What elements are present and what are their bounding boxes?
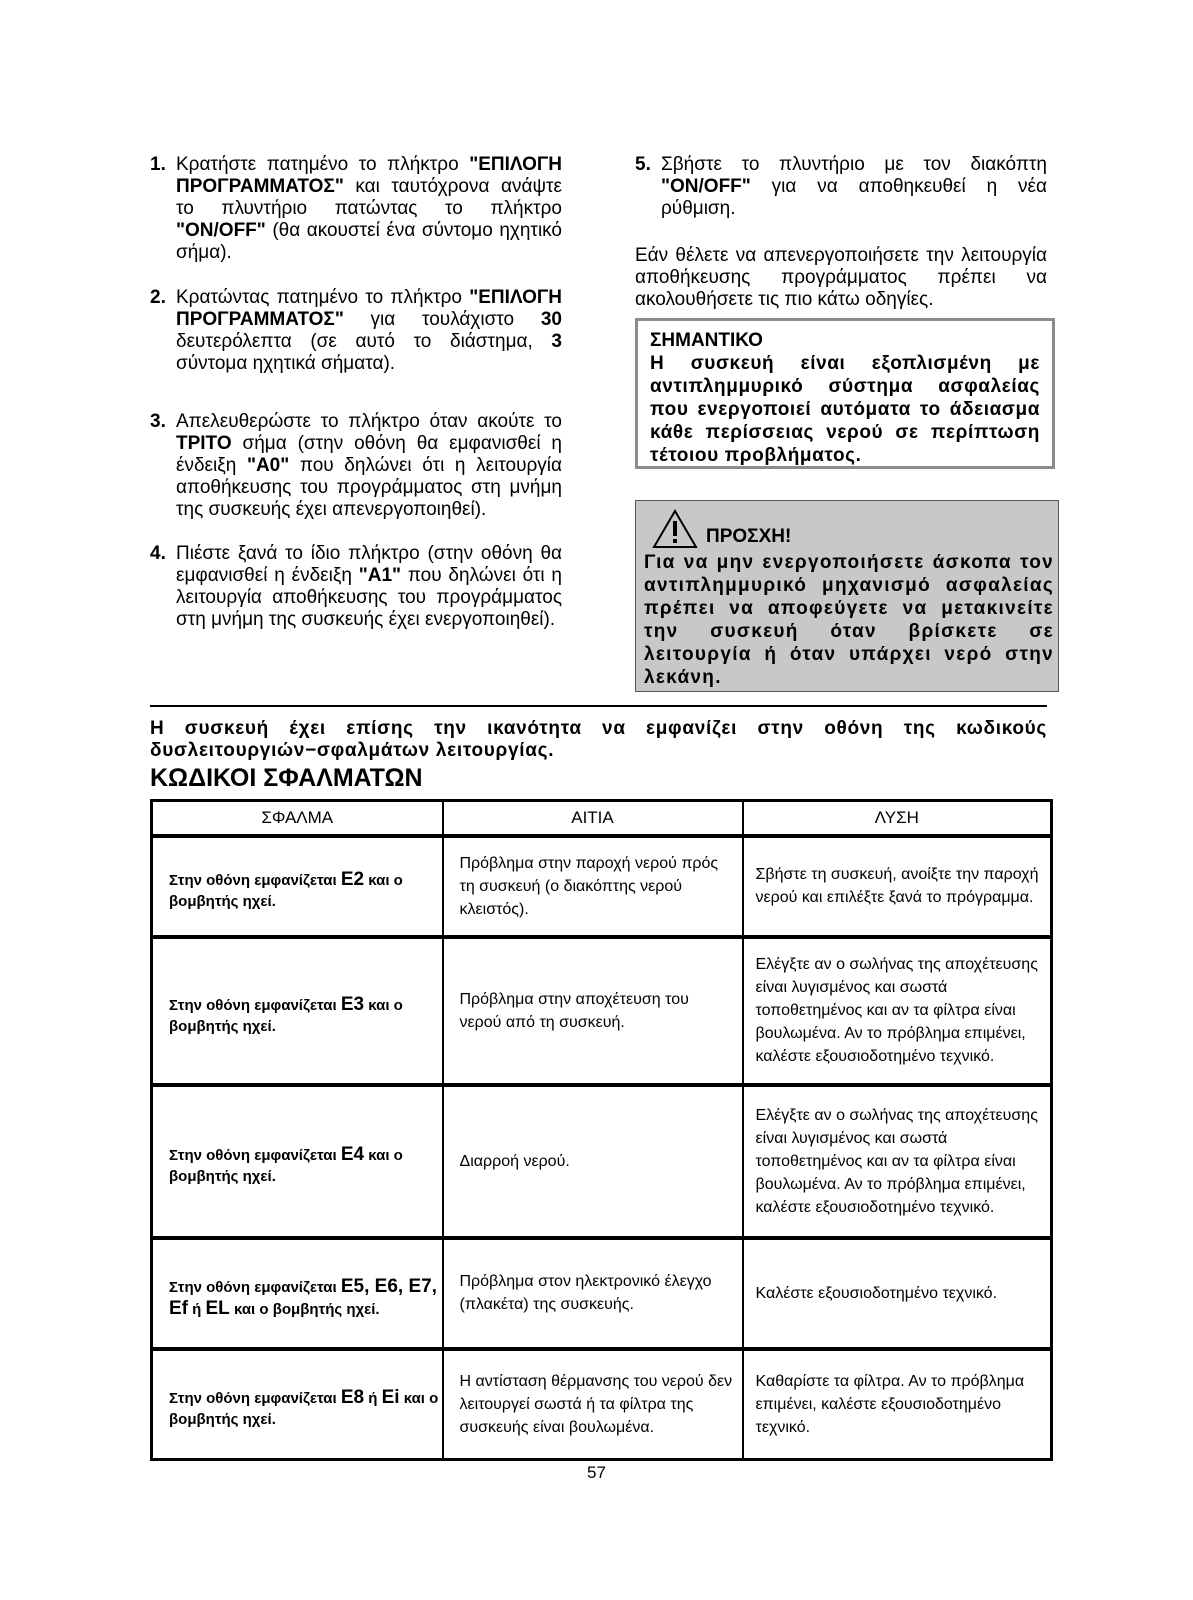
- error-code: E4: [340, 1144, 365, 1166]
- warning-body: Για να μην ενεργοποιήσετε άσκοπα τον αντιπλημμυρικό μηχανισμό ασφαλείας πρέπει να αποφεύγετε να μετακινείτε την συσκευή όταν βρίσκετε σε λειτουργία ή όταν υπάρχει νερό στην λεκάνη.: [644, 552, 1054, 688]
- table-row: [152, 1349, 1052, 1460]
- error-code: E3: [340, 993, 365, 1015]
- text-segment: δευτερόλεπτα (σε αυτό το διάστημα,: [176, 331, 552, 352]
- text-segment: και ο βομβητής ηχεί.: [169, 1147, 403, 1186]
- bold-text: ΤΡΙΤΟ: [176, 433, 232, 454]
- instruction-step-3: [150, 411, 562, 521]
- cause-cell: Διαρροή νερού.: [443, 1085, 743, 1238]
- text-segment: Στην οθόνη εμφανίζεται: [169, 996, 341, 1014]
- error-codes-title: ΚΩΔΙΚΟΙ ΣΦΑΛΜΑΤΩΝ: [150, 764, 423, 792]
- header-error: ΣΦΑΛΜΑ: [152, 801, 443, 837]
- cause-cell: Πρόβλημα στην αποχέτευση του νερού από τη συσκευή.: [443, 937, 743, 1085]
- solution-cell: Ελέγξτε αν ο σωλήνας της αποχέτευσης είναι λυγισμένος και σωστά τοποθετημένος και αν τα φίλτρα είναι βουλωμένα. Αν το πρόβλημα επιμένει, καλέστε εξουσιοδοτημένο τεχνικό.: [743, 1085, 1052, 1238]
- error-cell: [152, 1085, 443, 1238]
- cause-cell: Η αντίσταση θέρμανσης του νερού δεν λειτουργεί σωστά ή τα φίλτρα της συσκευής είναι βουλωμένα.: [443, 1349, 743, 1460]
- error-code: E5, E6, E7, Ef: [169, 1275, 437, 1319]
- text-segment: που δηλώνει ότι η λειτουργία αποθήκευσης του προγράμματος στη μνήμη της συσκευής έχει ενεργοποιηθεί).: [176, 565, 562, 630]
- instructions-right-column: [635, 154, 1047, 311]
- bold-text: "ON/OFF": [661, 176, 751, 197]
- text-segment: που δηλώνει ότι η λειτουργία αποθήκευσης του προγράμματος στη μνήμη της συσκευής έχει απενεργοποιηθεί).: [176, 455, 562, 520]
- table-row: [152, 836, 1052, 937]
- step-text: [661, 154, 1047, 219]
- text-segment: Σβήστε το πλυντήριο με τον διακόπτη: [661, 154, 1047, 175]
- error-code: Ei: [381, 1387, 400, 1409]
- text-segment: Στην οθόνη εμφανίζεται: [169, 872, 341, 890]
- text-segment: και ο βομβητής ηχεί.: [169, 1390, 439, 1429]
- text-segment: Στην οθόνη εμφανίζεται: [169, 1147, 341, 1165]
- text-segment: και ταυτόχρονα ανάψτε το πλυντήριο πατώντας το πλήκτρο: [176, 176, 562, 219]
- step-text: [176, 287, 562, 374]
- text-segment: και ο βομβητής ηχεί.: [169, 872, 403, 911]
- important-notice-box: [635, 318, 1055, 469]
- error-codes-intro: Η συσκευή έχει επίσης την ικανότητα να εμφανίζει στην οθόνη της κωδικούς δυσλειτουργιών−σφαλμάτων λειτουργίας.: [150, 718, 1047, 761]
- bold-text: "ON/OFF": [176, 220, 266, 241]
- cause-cell: Πρόβλημα στον ηλεκτρονικό έλεγχο (πλακέτα) της συσκευής.: [443, 1238, 743, 1349]
- step-text: [176, 411, 562, 520]
- step-number: 5.: [635, 154, 651, 175]
- text-segment: σήμα (στην οθόνη θα εμφανισθεί η ένδειξη: [176, 433, 562, 476]
- bold-text: 3: [551, 331, 562, 352]
- text-segment: Κρατώντας πατημένο το πλήκτρο: [176, 287, 470, 308]
- text-segment: ή: [188, 1300, 206, 1318]
- instruction-step-1: [150, 154, 562, 264]
- header-solution: ΛΥΣΗ: [743, 801, 1052, 837]
- text-segment: Στην οθόνη εμφανίζεται: [169, 1390, 341, 1408]
- error-cell: [152, 1238, 443, 1349]
- header-cause: ΑΙΤΙΑ: [443, 801, 743, 837]
- solution-cell: Σβήστε τη συσκευή, ανοίξτε την παροχή νερού και επιλέξτε ξανά το πρόγραμμα.: [743, 836, 1052, 937]
- bold-text: "A1": [358, 565, 402, 586]
- text-segment: και ο βομβητής ηχεί.: [229, 1300, 380, 1318]
- table-row: [152, 1085, 1052, 1238]
- important-body: Η συσκευή είναι εξοπλισμένη με αντιπλημμυρικό σύστημα ασφαλείας που ενεργοποιεί αυτόματα το άδειασμα κάθε περίσσειας νερού σε περίπτωση τέτοιου προβλήματος.: [650, 353, 1040, 466]
- warning-title: ΠΡΟΣΧΗ!: [706, 526, 792, 547]
- instruction-step-4: [150, 543, 562, 631]
- step-number: 4.: [150, 543, 166, 564]
- warning-notice-box: [635, 500, 1059, 692]
- bold-text: "ΕΠΙΛΟΓΗ ΠΡΟΓΡΑΜΜΑΤΟΣ": [176, 287, 562, 330]
- error-cell: [152, 937, 443, 1085]
- text-segment: σύντομα ηχητικά σήματα).: [176, 353, 396, 374]
- error-cell: [152, 1349, 443, 1460]
- text-segment: για τουλάχιστο: [343, 309, 541, 330]
- text-segment: ή: [364, 1390, 382, 1408]
- solution-cell: Καλέστε εξουσιοδοτημένο τεχνικό.: [743, 1238, 1052, 1349]
- instruction-step-2: [150, 287, 562, 375]
- bold-text: "ΕΠΙΛΟΓΗ ΠΡΟΓΡΑΜΜΑΤΟΣ": [176, 154, 562, 197]
- solution-cell: Καθαρίστε τα φίλτρα. Αν το πρόβλημα επιμένει, καλέστε εξουσιοδοτημένο τεχνικό.: [743, 1349, 1052, 1460]
- instructions-left-column: [150, 154, 562, 631]
- error-code: E8: [340, 1387, 365, 1409]
- warning-header: [644, 511, 1054, 551]
- text-segment: για να αποθηκευθεί η νέα ρύθμιση.: [661, 176, 1047, 219]
- step-number: 2.: [150, 287, 166, 308]
- instruction-step-5: [635, 154, 1047, 220]
- table-row: [152, 937, 1052, 1085]
- step-number: 3.: [150, 411, 166, 432]
- table-header-row: [152, 801, 1052, 837]
- error-code: E2: [340, 869, 365, 891]
- error-cell: [152, 836, 443, 937]
- step-text: [176, 154, 562, 263]
- text-segment: Απελευθερώστε το πλήκτρο όταν ακούτε το: [176, 411, 562, 432]
- step-number: 1.: [150, 154, 166, 175]
- text-segment: (θα ακουστεί ένα σύντομο ηχητικό σήμα).: [176, 220, 562, 263]
- error-codes-table: [150, 799, 1053, 1461]
- section-divider: [150, 705, 1047, 707]
- error-code: EL: [205, 1297, 230, 1319]
- solution-cell: Ελέγξτε αν ο σωλήνας της αποχέτευσης είναι λυγισμένος και σωστά τοποθετημένος και αν τα φίλτρα είναι βουλωμένα. Αν το πρόβλημα επιμένει, καλέστε εξουσιοδοτημένο τεχνικό.: [743, 937, 1052, 1085]
- bold-text: "A0": [246, 455, 290, 476]
- step-text: [176, 543, 562, 630]
- text-segment: Πιέστε ξανά το ίδιο πλήκτρο (στην οθόνη θα εμφανισθεί η ένδειξη: [176, 543, 562, 586]
- important-title: ΣΗΜΑΝΤΙΚΟ: [650, 330, 763, 351]
- warning-triangle-icon: [652, 509, 698, 554]
- disable-instructions-paragraph: Εάν θέλετε να απενεργοποιήσετε την λειτουργία αποθήκευσης προγράμματος πρέπει να ακολουθήσετε τις πιο κάτω οδηγίες.: [635, 245, 1047, 310]
- bold-text: 30: [540, 309, 562, 330]
- text-segment: Στην οθόνη εμφανίζεται: [169, 1278, 341, 1296]
- page-number: 57: [587, 1463, 606, 1482]
- cause-cell: Πρόβλημα στην παροχή νερού πρός τη συσκευή (ο διακόπτης νερού κλειστός).: [443, 836, 743, 937]
- text-segment: και ο βομβητής ηχεί.: [169, 996, 403, 1035]
- text-segment: Κρατήστε πατημένο το πλήκτρο: [176, 154, 470, 175]
- table-row: [152, 1238, 1052, 1349]
